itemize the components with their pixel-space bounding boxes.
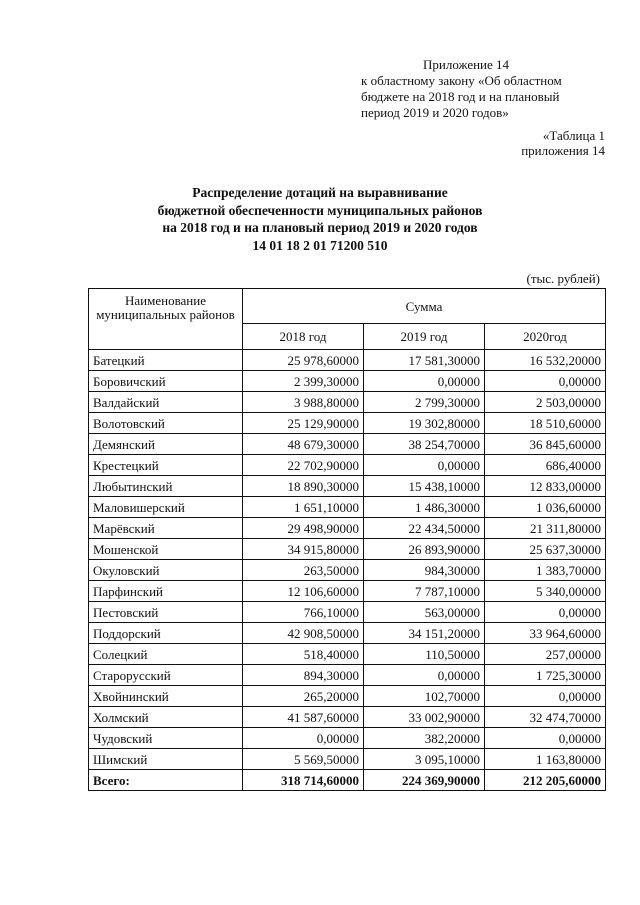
total-2018: 318 714,60000 — [243, 770, 364, 791]
appendix-number: Приложение 14 — [423, 57, 510, 72]
amount-2018-cell: 48 679,30000 — [243, 434, 364, 455]
amount-2020-cell: 33 964,60000 — [485, 623, 606, 644]
district-name-cell: Крестецкий — [89, 455, 243, 476]
table-row — [89, 602, 606, 623]
amount-2020-cell: 1 725,30000 — [485, 665, 606, 686]
table-row — [89, 434, 606, 455]
amount-2020-cell: 18 510,60000 — [485, 413, 606, 434]
district-name-cell: Марёвский — [89, 518, 243, 539]
document-title — [0, 184, 640, 254]
column-header-sum: Сумма — [243, 289, 606, 324]
table-row — [89, 497, 606, 518]
amount-2019-cell: 382,20000 — [364, 728, 485, 749]
amount-2019-cell: 3 095,10000 — [364, 749, 485, 770]
amount-2020-cell: 0,00000 — [485, 686, 606, 707]
amount-2019-cell: 7 787,10000 — [364, 581, 485, 602]
subsidy-table — [88, 288, 606, 791]
table-row — [89, 455, 606, 476]
amount-2018-cell: 1 651,10000 — [243, 497, 364, 518]
table-ref-appendix: приложения 14 — [521, 143, 605, 158]
amount-2019-cell: 22 434,50000 — [364, 518, 485, 539]
total-2019: 224 369,90000 — [364, 770, 485, 791]
table-row — [89, 476, 606, 497]
table-row — [89, 581, 606, 602]
amount-2018-cell: 12 106,60000 — [243, 581, 364, 602]
amount-2018-cell: 29 498,90000 — [243, 518, 364, 539]
appendix-block — [361, 57, 611, 121]
amount-2019-cell: 0,00000 — [364, 455, 485, 476]
amount-2020-cell: 1 163,80000 — [485, 749, 606, 770]
amount-2020-cell: 0,00000 — [485, 371, 606, 392]
amount-2019-cell: 110,50000 — [364, 644, 485, 665]
amount-2019-cell: 2 799,30000 — [364, 392, 485, 413]
title-line-1: Распределение дотаций на выравнивание — [192, 185, 448, 200]
table-row — [89, 644, 606, 665]
amount-2020-cell: 16 532,20000 — [485, 350, 606, 371]
amount-2018-cell: 34 915,80000 — [243, 539, 364, 560]
amount-2018-cell: 265,20000 — [243, 686, 364, 707]
amount-2018-cell: 25 978,60000 — [243, 350, 364, 371]
district-name-cell: Любытинский — [89, 476, 243, 497]
amount-2018-cell: 0,00000 — [243, 728, 364, 749]
amount-2019-cell: 17 581,30000 — [364, 350, 485, 371]
district-name-cell: Шимский — [89, 749, 243, 770]
amount-2019-cell: 0,00000 — [364, 665, 485, 686]
district-name-cell: Поддорский — [89, 623, 243, 644]
column-header-name: Наименование муниципальных районов — [89, 289, 243, 350]
amount-2020-cell: 5 340,00000 — [485, 581, 606, 602]
table-row — [89, 665, 606, 686]
appendix-period-line: период 2019 и 2020 годов» — [361, 105, 509, 120]
amount-2018-cell: 894,30000 — [243, 665, 364, 686]
amount-2020-cell: 2 503,00000 — [485, 392, 606, 413]
amount-2018-cell: 766,10000 — [243, 602, 364, 623]
district-name-cell: Старорусский — [89, 665, 243, 686]
amount-2018-cell: 22 702,90000 — [243, 455, 364, 476]
amount-2018-cell: 42 908,50000 — [243, 623, 364, 644]
amount-2020-cell: 1 036,60000 — [485, 497, 606, 518]
amount-2020-cell: 25 637,30000 — [485, 539, 606, 560]
amount-2018-cell: 3 988,80000 — [243, 392, 364, 413]
amount-2020-cell: 32 474,70000 — [485, 707, 606, 728]
appendix-budget-line: бюджете на 2018 год и на плановый — [361, 89, 560, 104]
amount-2018-cell: 518,40000 — [243, 644, 364, 665]
total-2020: 212 205,60000 — [485, 770, 606, 791]
table-reference — [521, 128, 605, 158]
amount-2020-cell: 1 383,70000 — [485, 560, 606, 581]
district-name-cell: Маловишерский — [89, 497, 243, 518]
table-row — [89, 728, 606, 749]
table-row — [89, 707, 606, 728]
district-name-cell: Волотовский — [89, 413, 243, 434]
district-name-cell: Батецкий — [89, 350, 243, 371]
district-name-cell: Боровичский — [89, 371, 243, 392]
amount-2020-cell: 257,00000 — [485, 644, 606, 665]
amount-2018-cell: 2 399,30000 — [243, 371, 364, 392]
column-header-2018: 2018 год — [243, 324, 364, 350]
amount-2019-cell: 102,70000 — [364, 686, 485, 707]
district-name-cell: Холмский — [89, 707, 243, 728]
amount-2018-cell: 18 890,30000 — [243, 476, 364, 497]
district-name-cell: Окуловский — [89, 560, 243, 581]
amount-2020-cell: 0,00000 — [485, 728, 606, 749]
district-name-cell: Демянский — [89, 434, 243, 455]
amount-2018-cell: 5 569,50000 — [243, 749, 364, 770]
amount-2020-cell: 686,40000 — [485, 455, 606, 476]
title-line-2: бюджетной обеспеченности муниципальных районов — [157, 202, 483, 218]
amount-2018-cell: 41 587,60000 — [243, 707, 364, 728]
amount-2018-cell: 25 129,90000 — [243, 413, 364, 434]
amount-2019-cell: 38 254,70000 — [364, 434, 485, 455]
table-row — [89, 350, 606, 371]
table-row — [89, 560, 606, 581]
table-row — [89, 539, 606, 560]
amount-2020-cell: 21 311,80000 — [485, 518, 606, 539]
table-row — [89, 413, 606, 434]
district-name-cell: Солецкий — [89, 644, 243, 665]
amount-2019-cell: 15 438,10000 — [364, 476, 485, 497]
amount-2019-cell: 984,30000 — [364, 560, 485, 581]
amount-2019-cell: 34 151,20000 — [364, 623, 485, 644]
amount-2019-cell: 19 302,80000 — [364, 413, 485, 434]
column-header-2020: 2020год — [485, 324, 606, 350]
table-row — [89, 623, 606, 644]
total-row — [89, 770, 606, 791]
budget-code: 14 01 18 2 01 71200 510 — [252, 237, 388, 253]
table-row — [89, 686, 606, 707]
amount-2018-cell: 263,50000 — [243, 560, 364, 581]
table-ref-number: «Таблица 1 — [542, 128, 605, 143]
amount-2019-cell: 0,00000 — [364, 371, 485, 392]
units-label: (тыс. рублей) — [526, 271, 600, 286]
amount-2020-cell: 36 845,60000 — [485, 434, 606, 455]
table-row — [89, 518, 606, 539]
table-row — [89, 392, 606, 413]
district-name-cell: Парфинский — [89, 581, 243, 602]
title-line-3: на 2018 год и на плановый период 2019 и 2020 годов — [162, 220, 478, 235]
amount-2019-cell: 1 486,30000 — [364, 497, 485, 518]
district-name-cell: Чудовский — [89, 728, 243, 749]
amount-2019-cell: 33 002,90000 — [364, 707, 485, 728]
column-header-2019: 2019 год — [364, 324, 485, 350]
total-label: Всего: — [89, 770, 243, 791]
amount-2020-cell: 0,00000 — [485, 602, 606, 623]
amount-2019-cell: 563,00000 — [364, 602, 485, 623]
district-name-cell: Мошенской — [89, 539, 243, 560]
amount-2019-cell: 26 893,90000 — [364, 539, 485, 560]
table-body — [89, 350, 606, 770]
appendix-law-line: к областному закону «Об областном — [361, 73, 562, 88]
amount-2020-cell: 12 833,00000 — [485, 476, 606, 497]
district-name-cell: Валдайский — [89, 392, 243, 413]
table-row — [89, 371, 606, 392]
district-name-cell: Пестовский — [89, 602, 243, 623]
district-name-cell: Хвойнинский — [89, 686, 243, 707]
table-row — [89, 749, 606, 770]
